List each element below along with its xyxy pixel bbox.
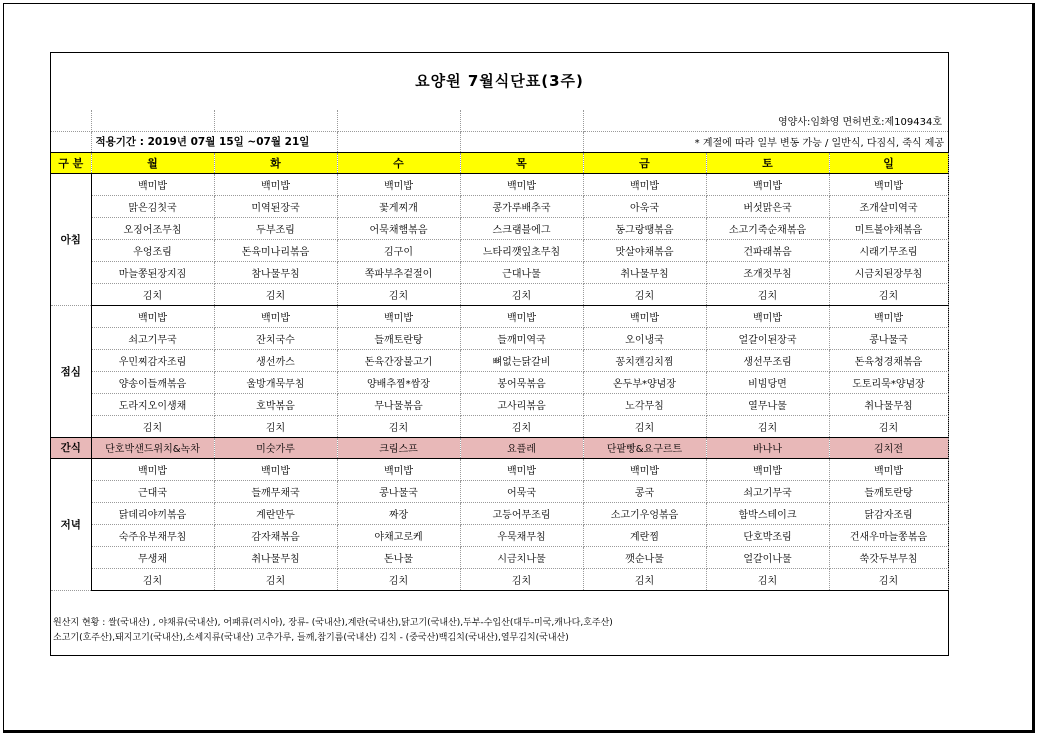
menu-item: 들깨미역국 (460, 327, 583, 349)
menu-table (51, 110, 949, 591)
menu-item: 백미밥 (829, 173, 948, 195)
menu-item: 오징어조무침 (91, 217, 214, 239)
menu-item: 백미밥 (829, 458, 948, 480)
menu-item: 버섯맑은국 (706, 195, 829, 217)
menu-item: 조개젓무침 (706, 261, 829, 283)
menu-item: 미트볼야채볶음 (829, 217, 948, 239)
menu-item: 미숫가루 (214, 437, 337, 458)
menu-item: 감자채볶음 (214, 524, 337, 546)
menu-item: 김치 (583, 568, 706, 590)
menu-item: 백미밥 (460, 305, 583, 327)
menu-item: 김치 (460, 568, 583, 590)
menu-item: 김치 (337, 283, 460, 305)
header-day: 수 (337, 152, 460, 173)
meal-label: 저녁 (51, 458, 91, 590)
menu-item: 들깨토란탕 (829, 480, 948, 502)
menu-item: 양배추찜*쌈장 (337, 371, 460, 393)
menu-item: 백미밥 (460, 173, 583, 195)
menu-item: 요플레 (460, 437, 583, 458)
meal-row (51, 283, 948, 305)
menu-item: 백미밥 (706, 173, 829, 195)
menu-item: 고사리볶음 (460, 393, 583, 415)
menu-item: 김치 (706, 568, 829, 590)
menu-item: 돈육청경채볶음 (829, 349, 948, 371)
menu-item: 백미밥 (706, 305, 829, 327)
page-title: 요양원 7월식단표(3주) (415, 72, 584, 90)
menu-item: 취나물무침 (829, 393, 948, 415)
menu-item: 백미밥 (583, 173, 706, 195)
menu-item: 단팥빵&요구르트 (583, 437, 706, 458)
menu-item: 건새우마늘쫑볶음 (829, 524, 948, 546)
menu-item: 김치 (91, 568, 214, 590)
menu-item: 잔치국수 (214, 327, 337, 349)
menu-item: 백미밥 (91, 305, 214, 327)
menu-item: 백미밥 (214, 305, 337, 327)
header-day: 화 (214, 152, 337, 173)
menu-item: 얼갈이나물 (706, 546, 829, 568)
menu-item: 쑥갓두부무침 (829, 546, 948, 568)
period-text: 적용기간 : 2019년 07월 15일 ~07월 21일 (91, 131, 337, 152)
header-day: 금 (583, 152, 706, 173)
menu-item: 콩국 (583, 480, 706, 502)
menu-item: 노각무침 (583, 393, 706, 415)
menu-item: 김치 (214, 568, 337, 590)
menu-item: 김구이 (337, 239, 460, 261)
menu-item: 닭감자조림 (829, 502, 948, 524)
header-day: 월 (91, 152, 214, 173)
menu-item: 호박볶음 (214, 393, 337, 415)
menu-item: 바나나 (706, 437, 829, 458)
menu-item: 짜장 (337, 502, 460, 524)
meal-row (51, 349, 948, 371)
meal-row (51, 195, 948, 217)
menu-item: 우묵채무침 (460, 524, 583, 546)
menu-item: 김치 (829, 283, 948, 305)
menu-item: 생선무조림 (706, 349, 829, 371)
menu-item: 두부조림 (214, 217, 337, 239)
meal-row (51, 546, 948, 568)
menu-item: 열무나물 (706, 393, 829, 415)
origin-line: 소고기(호주산),돼지고기(국내산),소세지류(국내산) 고추가루, 들깨,참기름(국내산) 김치 - (중국산)백김치(국내산),열무김치(국내산) (53, 633, 569, 643)
menu-item: 느타리깻잎초무침 (460, 239, 583, 261)
nutritionist-row (51, 110, 948, 131)
menu-note: * 계절에 따라 일부 변동 가능 / 일반식, 다짐식, 죽식 제공 (583, 131, 948, 152)
header-label: 구 분 (51, 152, 91, 173)
menu-item: 얼갈이된장국 (706, 327, 829, 349)
menu-item: 김치 (214, 415, 337, 437)
menu-item: 쇠고기무국 (91, 327, 214, 349)
origin-line: 원산지 현황 : 쌀(국내산) , 야채류(국내산), 어패류(러시아), 장류- (국내산),계란(국내산),닭고기(국내산),두부-수입산(대두-미국,캐나다,호주산) (53, 618, 613, 628)
menu-item: 소고기우엉볶음 (583, 502, 706, 524)
menu-item: 김치 (706, 415, 829, 437)
menu-item: 계란찜 (583, 524, 706, 546)
menu-item: 깻순나물 (583, 546, 706, 568)
menu-item: 백미밥 (337, 305, 460, 327)
menu-item: 꽃게찌개 (337, 195, 460, 217)
menu-item: 우엉조림 (91, 239, 214, 261)
menu-item: 오이냉국 (583, 327, 706, 349)
meal-label: 간식 (51, 437, 91, 458)
menu-item: 뼈없는닭갈비 (460, 349, 583, 371)
menu-item: 백미밥 (460, 458, 583, 480)
menu-item: 근대국 (91, 480, 214, 502)
menu-item: 백미밥 (583, 458, 706, 480)
menu-item: 숙주유부채무침 (91, 524, 214, 546)
menu-item: 시래기무조림 (829, 239, 948, 261)
menu-item: 조개살미역국 (829, 195, 948, 217)
menu-item: 백미밥 (337, 458, 460, 480)
menu-item: 취나물무침 (214, 546, 337, 568)
menu-item: 백미밥 (214, 173, 337, 195)
menu-item: 닭데리야끼볶음 (91, 502, 214, 524)
menu-item: 김치 (337, 415, 460, 437)
meal-row (51, 305, 948, 327)
menu-item: 김치 (829, 415, 948, 437)
menu-item: 백미밥 (214, 458, 337, 480)
period-row (51, 131, 948, 152)
menu-item: 백미밥 (706, 458, 829, 480)
menu-item: 울방개묵무침 (214, 371, 337, 393)
meal-label: 점심 (51, 305, 91, 437)
meal-row (51, 437, 948, 458)
meal-row (51, 502, 948, 524)
menu-item: 도토리묵*양념장 (829, 371, 948, 393)
menu-item: 동그랑땡볶음 (583, 217, 706, 239)
menu-item: 소고기죽순채볶음 (706, 217, 829, 239)
menu-item: 크림스프 (337, 437, 460, 458)
menu-item: 백미밥 (583, 305, 706, 327)
meal-row (51, 524, 948, 546)
menu-item: 백미밥 (829, 305, 948, 327)
menu-item: 미역된장국 (214, 195, 337, 217)
menu-item: 들깨토란탕 (337, 327, 460, 349)
menu-item: 백미밥 (91, 458, 214, 480)
menu-item: 단호박샌드위치&녹차 (91, 437, 214, 458)
menu-item: 야채고로케 (337, 524, 460, 546)
header-day: 토 (706, 152, 829, 173)
menu-item: 참나물무침 (214, 261, 337, 283)
meal-row (51, 568, 948, 590)
menu-item: 온두부*양념장 (583, 371, 706, 393)
menu-item: 시금치나물 (460, 546, 583, 568)
menu-item: 시금치된장무침 (829, 261, 948, 283)
menu-item: 김치 (460, 415, 583, 437)
menu-item: 돈육간장불고기 (337, 349, 460, 371)
origin-info (53, 616, 613, 646)
menu-item: 김치 (829, 568, 948, 590)
menu-item: 마늘쫑된장지짐 (91, 261, 214, 283)
menu-item: 취나물무침 (583, 261, 706, 283)
menu-item: 콩가루배추국 (460, 195, 583, 217)
menu-item: 양송이들깨볶음 (91, 371, 214, 393)
meal-row (51, 217, 948, 239)
menu-item: 무생채 (91, 546, 214, 568)
menu-item: 계란만두 (214, 502, 337, 524)
meal-row (51, 327, 948, 349)
menu-sheet (50, 52, 949, 656)
menu-item: 김치 (460, 283, 583, 305)
menu-item: 어묵국 (460, 480, 583, 502)
meal-row (51, 458, 948, 480)
menu-item: 김치 (91, 283, 214, 305)
menu-item: 아욱국 (583, 195, 706, 217)
menu-item: 김치전 (829, 437, 948, 458)
meal-row (51, 393, 948, 415)
menu-item: 맛살야채볶음 (583, 239, 706, 261)
menu-item: 도라지오이생채 (91, 393, 214, 415)
menu-item: 봉어묵볶음 (460, 371, 583, 393)
header-day: 일 (829, 152, 948, 173)
menu-item: 김치 (583, 283, 706, 305)
header-row (51, 152, 948, 173)
menu-item: 김치 (583, 415, 706, 437)
menu-item: 어묵채햄볶음 (337, 217, 460, 239)
meal-label: 아침 (51, 173, 91, 305)
menu-item: 김치 (214, 283, 337, 305)
meal-row (51, 239, 948, 261)
meal-row (51, 415, 948, 437)
menu-item: 단호박조림 (706, 524, 829, 546)
menu-item: 쇠고기무국 (706, 480, 829, 502)
meal-row (51, 261, 948, 283)
menu-item: 건파래볶음 (706, 239, 829, 261)
menu-item: 돈나물 (337, 546, 460, 568)
meal-row (51, 173, 948, 195)
meal-row (51, 371, 948, 393)
menu-item: 우민찌감자조림 (91, 349, 214, 371)
header-day: 목 (460, 152, 583, 173)
menu-item: 콩나물국 (829, 327, 948, 349)
menu-item: 김치 (337, 568, 460, 590)
menu-item: 돈육미나리볶음 (214, 239, 337, 261)
menu-item: 백미밥 (91, 173, 214, 195)
menu-item: 김치 (706, 283, 829, 305)
menu-item: 꽁치캔김치찜 (583, 349, 706, 371)
menu-item: 근대나물 (460, 261, 583, 283)
menu-item: 스크램블에그 (460, 217, 583, 239)
menu-item: 들깨무채국 (214, 480, 337, 502)
menu-item: 무나물볶음 (337, 393, 460, 415)
menu-item: 고등어무조림 (460, 502, 583, 524)
menu-item: 김치 (91, 415, 214, 437)
menu-item: 비빔당면 (706, 371, 829, 393)
menu-item: 쪽파부추겉절이 (337, 261, 460, 283)
menu-item: 함박스테이크 (706, 502, 829, 524)
menu-item: 생선까스 (214, 349, 337, 371)
nutritionist-info: 영양사:임화영 면허번호:제109434호 (583, 110, 948, 131)
menu-item: 맑은김칫국 (91, 195, 214, 217)
meal-row (51, 480, 948, 502)
menu-item: 백미밥 (337, 173, 460, 195)
menu-item: 콩나물국 (337, 480, 460, 502)
